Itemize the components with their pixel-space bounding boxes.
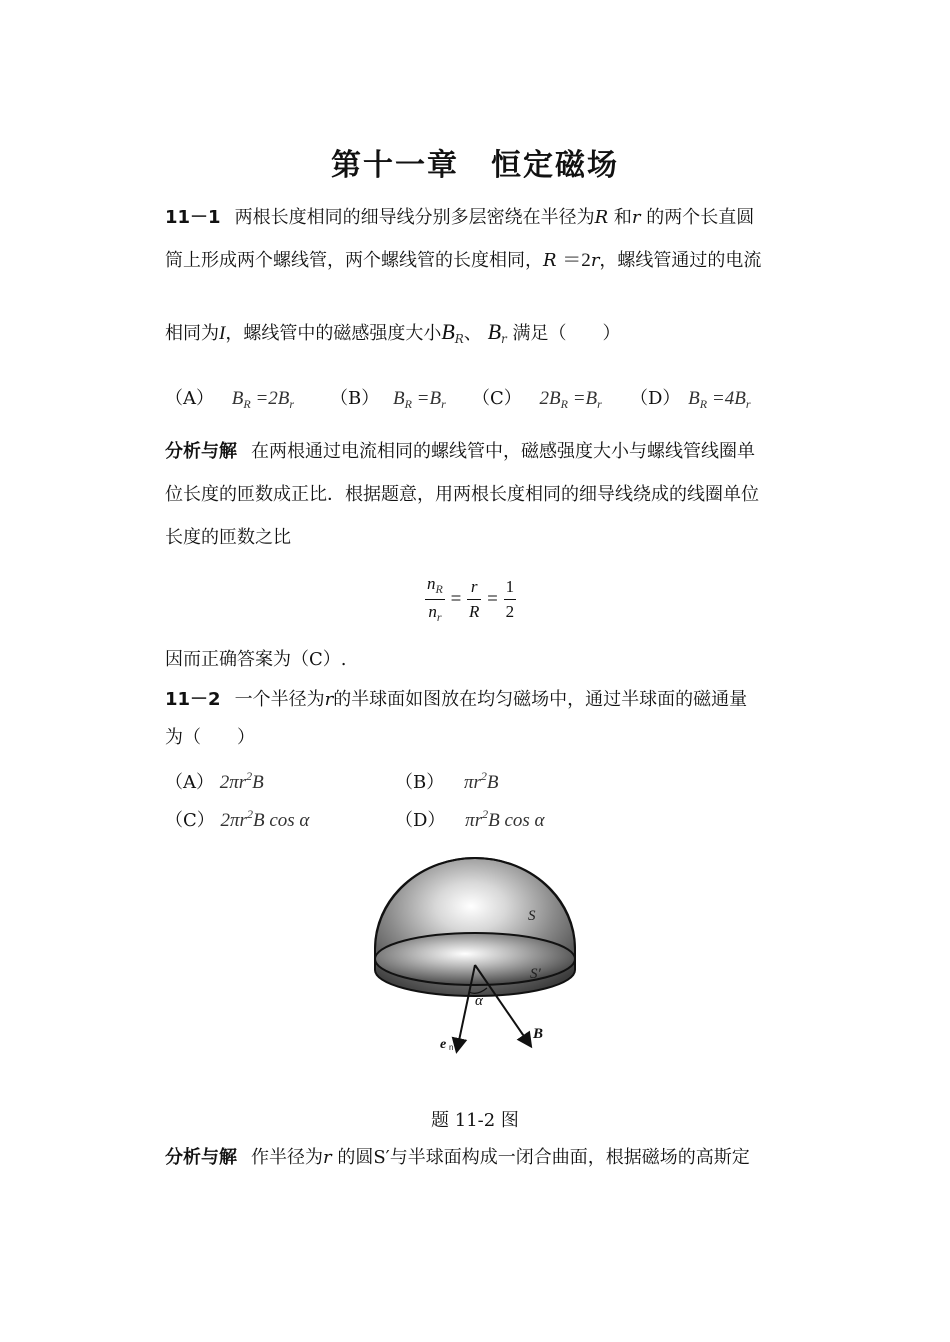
q2-option-a[interactable]: （A） $2\pi r^2B$ [165,769,264,793]
q1-line1: 11－1 两根长度相同的细导线分别多层密绕在半径为R 和r 的两个长直圆 [165,207,755,228]
a1-line2: 位长度的匝数成正比．根据题意，用两根长度相同的细导线绕成的线圈单位 [165,484,759,505]
q2-line2: 为（ ） [165,727,255,748]
q1-option-b[interactable]: （B） $B_R =B_r$ [330,388,446,411]
q1-option-d[interactable]: （D） $B_R =4B_r$ [630,388,751,411]
label-en: e [440,1037,447,1052]
q1-number: 11－1 [165,207,221,228]
q1-line3: 相同为I，螺线管中的磁感强度大小$B_R$、 $B_r$ 满足（ ） [165,319,621,346]
q1-option-c[interactable]: （C） $2B_R =B_r$ [472,388,602,411]
hemisphere-figure [365,850,590,1065]
figure-caption: 题 11-2 图 [431,1110,519,1131]
q2-option-c[interactable]: （C） $2\pi r^2B$ cos α [165,807,310,831]
q1-option-a[interactable]: （A） $B_R =2B_r$ [165,388,295,411]
q2-option-d[interactable]: （D） $\pi r^2B$ cos α [395,807,545,831]
a1-conclusion: 因而正确答案为（C）. [165,649,347,670]
q1-line2: 筒上形成两个螺线管，两个螺线管的长度相同，R ＝2r，螺线管通过的电流 [165,250,762,271]
base-disc-s-prime [375,933,575,985]
q2-line1: 11－2 一个半径为r的半球面如图放在均匀磁场中，通过半球面的磁通量 [165,689,748,710]
label-s: S [528,908,536,924]
a2-line1: 分析与解 作半径为r 的圆S′与半球面构成一闭合曲面，根据磁场的高斯定 [165,1147,750,1168]
ratio-formula: $\frac{n_R}{n_r}$ = $\frac{r}{R}$ = $\frac{1}{2}$ [427,574,515,624]
a2-label: 分析与解 [165,1147,237,1168]
a1-label: 分析与解 [165,441,237,462]
q2-number: 11－2 [165,689,221,710]
chapter-title: 第十一章 恒定磁场 [331,148,619,183]
label-en-sub: n [449,1043,454,1052]
label-s-prime: S′ [530,966,541,982]
a1-line1: 分析与解 在两根通过电流相同的螺线管中，磁感强度大小与螺线管线圈单 [165,441,755,462]
q2-option-b[interactable]: （B） $\pi r^2B$ [395,769,499,793]
label-alpha: α [475,993,483,1009]
label-b: B [533,1026,544,1042]
a1-line3: 长度的匝数之比 [165,527,291,548]
